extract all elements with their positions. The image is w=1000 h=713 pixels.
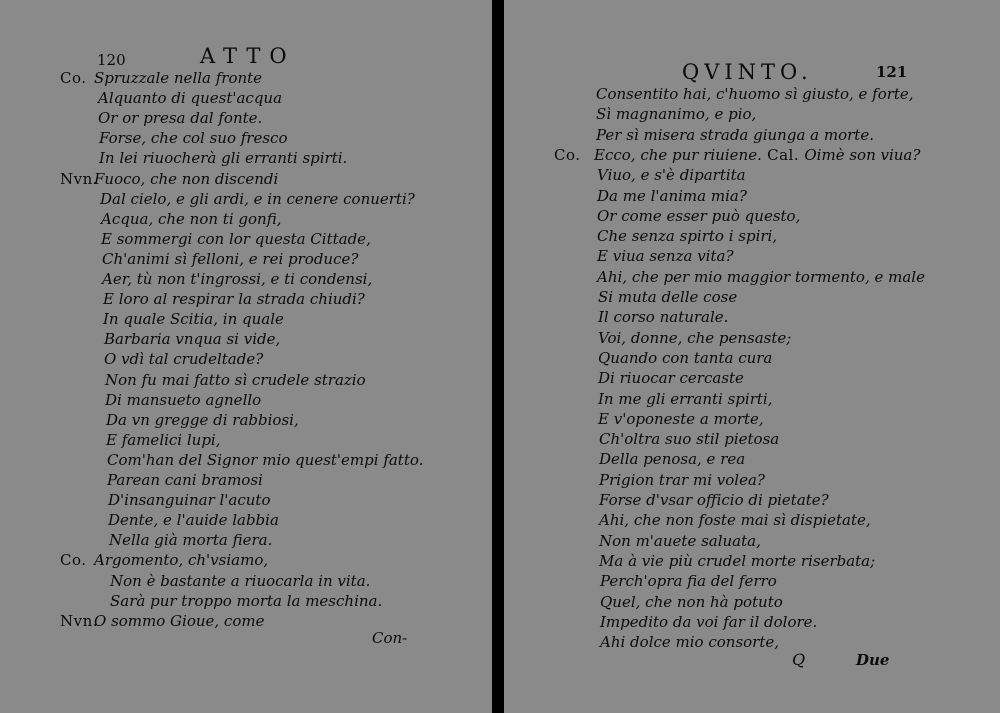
running-title-right: QVINTO. [682, 60, 813, 84]
verse-line [597, 246, 734, 266]
verse-text: In lei riuocherà gli erranti spirti. [99, 149, 348, 168]
verse-text: Ahi dolce mio consorte, [600, 633, 780, 652]
left-page [0, 0, 492, 713]
verse-text: Il corso naturale. [598, 308, 729, 327]
verse-text: O vdì tal crudeltade? [104, 350, 264, 369]
verse-line [597, 206, 800, 226]
verse-line [598, 409, 764, 429]
verse-line [99, 128, 288, 148]
verse-text: Dente, e l'auide labbia [108, 511, 279, 530]
verse-line [596, 104, 756, 124]
verse-text: E v'oponeste a morte, [598, 409, 764, 428]
verse-text: Barbaria vnqua si vide, [104, 330, 281, 349]
verse-text: Di riuocar cercaste [598, 369, 744, 388]
verse-line [101, 209, 281, 229]
verse-line [600, 632, 779, 652]
verse-line [600, 571, 777, 591]
verse-text: Acqua, che non ti gonfi, [101, 209, 282, 228]
verse-line [98, 88, 282, 108]
verse-text: Nella già morta fiera. [109, 531, 273, 550]
verse-line [599, 510, 871, 530]
verse-line [110, 571, 370, 591]
verse-text: Prigion trar mi volea? [599, 470, 765, 489]
verse-line [598, 287, 737, 307]
verse-line [110, 591, 382, 611]
verse-text: Oimè son viua? [804, 145, 921, 164]
verse-text: Com'han del Signor mio quest'empi fatto. [107, 450, 424, 469]
verse-text: Forse, che col suo fresco [99, 129, 288, 148]
verse-line [600, 592, 783, 612]
verse-text: Viuo, e s'è dipartita [597, 166, 746, 185]
verse-text: Impedito da voi far il dolore. [600, 612, 818, 631]
verse-text: Sì magnanimo, e pio, [596, 105, 757, 124]
verse-text: Non m'auete saluata, [599, 531, 761, 550]
verse-text: In quale Scitia, in quale [103, 310, 284, 329]
speaker-label: Co. [60, 69, 87, 87]
verse-text: Quando con tanta cura [598, 348, 773, 367]
verse-line [104, 329, 280, 349]
right-page [504, 0, 1000, 713]
page-number-right: 121 [876, 63, 908, 81]
verse-line [94, 611, 264, 631]
speaker-label: Nvn. [60, 611, 99, 630]
verse-line [599, 531, 761, 551]
verse-line [94, 169, 278, 189]
signature-mark: Q [792, 650, 806, 669]
verse-line [106, 410, 299, 430]
verse-line [599, 429, 779, 449]
verse-line [108, 490, 271, 510]
verse-line [597, 186, 747, 206]
verse-line [94, 68, 262, 88]
verse-text: O sommo Gioue, come [94, 611, 265, 630]
verse-text: E loro al respirar la strada chiudi? [103, 290, 365, 309]
verse-text: Perch'opra fia del ferro [600, 572, 777, 591]
verse-line [598, 328, 791, 348]
verse-text: Or come esser può questo, [597, 206, 801, 225]
verse-line [109, 530, 272, 550]
verse-line [105, 390, 261, 410]
verse-text: Aer, tù non t'ingrossi, e ti condensi, [102, 270, 373, 288]
verse-line [106, 430, 221, 450]
verse-text: Di mansueto agnello [105, 390, 262, 409]
verse-line [103, 289, 365, 309]
verse-line [600, 612, 817, 632]
verse-line [105, 370, 366, 390]
catchword-right: Due [856, 651, 890, 669]
verse-line [108, 510, 279, 530]
verse-line [598, 348, 772, 368]
verse-line [599, 449, 745, 469]
verse-text: Per sì misera strada giunga a morte. [596, 125, 874, 144]
verse-line [594, 145, 920, 165]
verse-line [102, 249, 358, 269]
verse-line [107, 470, 263, 490]
verse-line [598, 307, 728, 327]
verse-text: Argomento, ch'vsiamo, [94, 551, 269, 570]
verse-text: Forse d'vsar officio di pietate? [599, 491, 829, 509]
verse-line [104, 349, 263, 369]
page-number-left: 120 [97, 51, 126, 69]
verse-text: D'insanguinar l'acuto [108, 491, 271, 510]
running-title-left: ATTO [200, 44, 296, 68]
verse-text: Parean cani bramosi [107, 471, 263, 489]
speaker-label: Co. [60, 551, 87, 570]
verse-text: Non fu mai fatto sì crudele strazio [105, 370, 366, 389]
verse-line [103, 309, 284, 329]
verse-line [599, 470, 765, 490]
verse-text: E famelici lupi, [106, 430, 221, 449]
verse-text: E sommergi con lor questa Cittade, [101, 229, 371, 248]
catchword-left: Con- [372, 629, 408, 647]
verse-text: Ch'oltra suo stil pietosa [599, 430, 780, 449]
verse-line [99, 148, 347, 168]
verse-text: Da vn gregge di rabbiosi, [106, 410, 299, 429]
verse-text: Ma à vie più crudel morte riserbata; [599, 551, 876, 570]
verse-text: Si muta delle cose [598, 288, 738, 306]
verse-line [598, 389, 772, 409]
verse-text: Dal cielo, e gli ardi, e in cenere conuerti? [100, 189, 415, 208]
verse-line [98, 108, 262, 128]
verse-text: Della penosa, e rea [599, 450, 746, 469]
verse-text: E viua senza vita? [597, 247, 734, 266]
verse-line [599, 551, 875, 571]
verse-line [102, 269, 372, 289]
verse-line [100, 189, 415, 209]
speaker-label: Co. [554, 145, 581, 164]
verse-line [599, 490, 829, 510]
verse-line [107, 450, 423, 470]
verse-line [94, 550, 268, 570]
verse-text: Ahi, che per mio maggior tormento, e male [597, 267, 925, 286]
verse-line [596, 125, 874, 145]
verse-text: Spruzzale nella fronte [94, 69, 263, 87]
verse-line [596, 84, 914, 104]
book-gutter [492, 0, 504, 713]
verse-text: Fuoco, che non discendi [94, 169, 279, 188]
verse-line [101, 229, 371, 249]
verse-text: Alquanto di quest'acqua [98, 89, 283, 108]
speaker-label: Cal. [761, 145, 805, 164]
verse-text: Che senza spirto i spiri, [597, 227, 778, 246]
speaker-label: Nvn. [60, 169, 99, 188]
verse-line [597, 165, 746, 185]
verse-line [597, 267, 925, 287]
verse-text: Or or presa dal fonte. [98, 109, 263, 128]
verse-line [597, 226, 777, 246]
verse-text: In me gli erranti spirti, [598, 389, 773, 408]
verse-text: Consentito hai, c'huomo sì giusto, e forte, [596, 85, 914, 103]
verse-text: Ahi, che non foste mai sì dispietate, [599, 511, 871, 530]
verse-text: Ch'animi sì felloni, e rei produce? [102, 249, 359, 268]
verse-text: Da me l'anima mia? [597, 186, 747, 205]
verse-text: Voi, donne, che pensaste; [598, 328, 792, 347]
verse-text: Sarà pur troppo morta la meschina. [110, 591, 383, 610]
verse-text: Non è bastante a riuocarla in vita. [110, 571, 371, 590]
verse-text: Ecco, che pur riuiene. [594, 145, 762, 164]
verse-text: Quel, che non hà potuto [600, 592, 783, 611]
verse-line [598, 368, 744, 388]
